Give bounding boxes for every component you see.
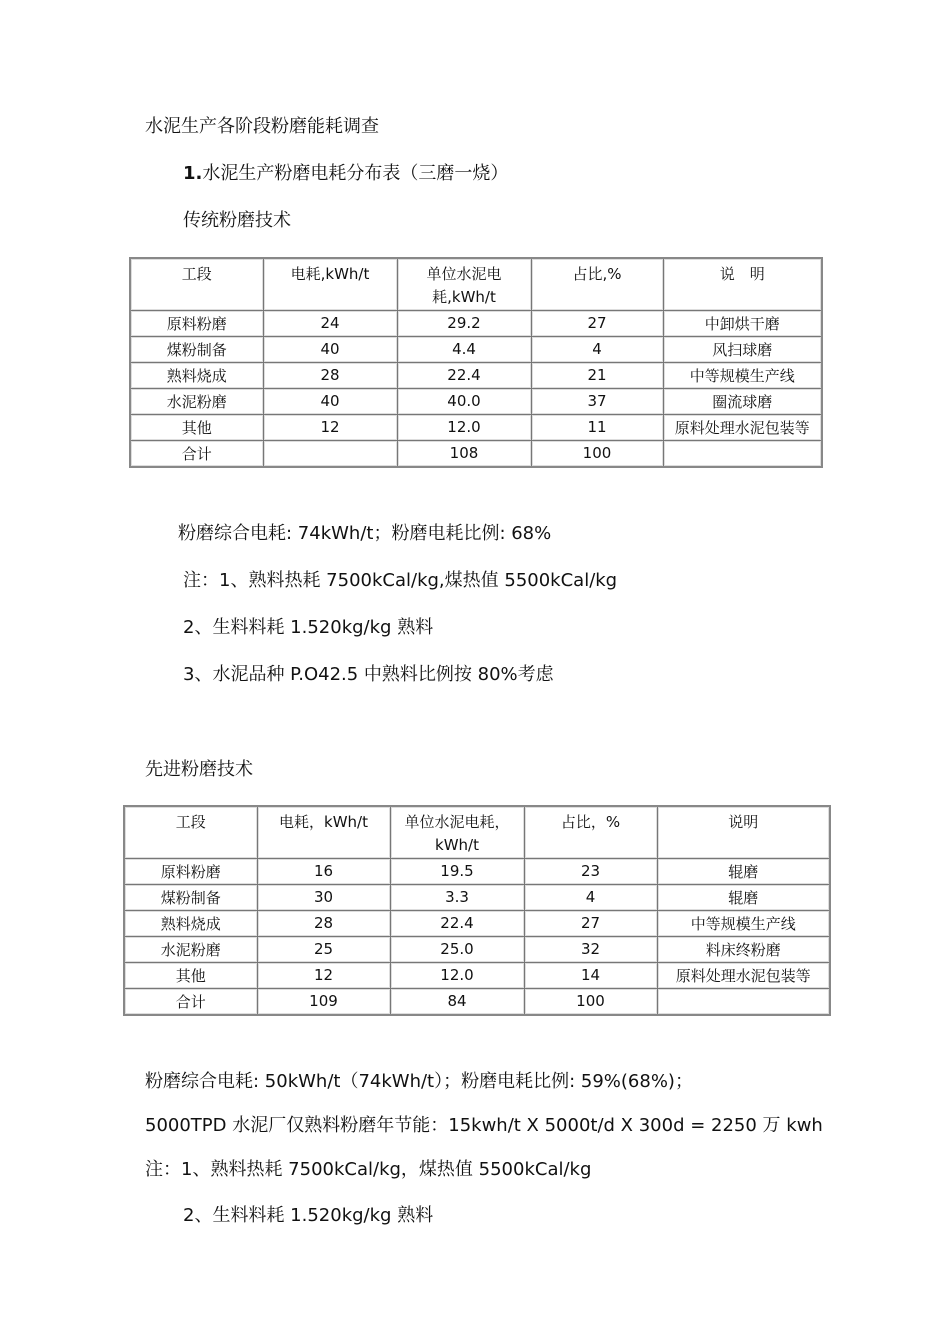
table-row bbox=[130, 414, 822, 440]
table-cell: 原料粉磨 bbox=[124, 858, 257, 884]
table-row bbox=[130, 336, 822, 362]
table-row bbox=[124, 858, 830, 884]
column-header: 单位水泥电耗，kWh/t bbox=[390, 806, 524, 858]
table-cell: 4 bbox=[524, 884, 657, 910]
table-cell: 合计 bbox=[124, 988, 257, 1015]
table-cell: 辊磨 bbox=[657, 884, 830, 910]
table-cell: 煤粉制备 bbox=[130, 336, 263, 362]
column-header: 说明 bbox=[657, 806, 830, 858]
column-header: 占比，% bbox=[524, 806, 657, 858]
table-cell: 27 bbox=[524, 910, 657, 936]
advanced-summary: 粉磨综合电耗: 50kWh/t（74kWh/t）；粉磨电耗比例: 59%(68%)； bbox=[145, 1071, 693, 1092]
section-heading-text: 水泥生产粉磨电耗分布表（三磨一烧） bbox=[202, 163, 509, 184]
table-cell: 4 bbox=[531, 336, 663, 362]
table-cell: 22.4 bbox=[390, 910, 524, 936]
table-cell: 109 bbox=[257, 988, 390, 1015]
table-cell: 32 bbox=[524, 936, 657, 962]
advanced-note-2: 2、生料料耗 1.520kg/kg 熟料 bbox=[183, 1205, 434, 1226]
table-cell: 14 bbox=[524, 962, 657, 988]
table-cell: 熟料烧成 bbox=[124, 910, 257, 936]
table-row bbox=[130, 362, 822, 388]
table-cell: 100 bbox=[531, 440, 663, 467]
table-cell: 25.0 bbox=[390, 936, 524, 962]
column-header: 说 明 bbox=[663, 258, 822, 310]
table-cell: 100 bbox=[524, 988, 657, 1015]
table-row bbox=[130, 310, 822, 336]
table-cell: 22.4 bbox=[397, 362, 531, 388]
table-row bbox=[124, 962, 830, 988]
table-header-row bbox=[124, 806, 830, 858]
table-total-row bbox=[124, 988, 830, 1015]
traditional-summary: 粉磨综合电耗: 74kWh/t；粉磨电耗比例: 68% bbox=[178, 523, 552, 544]
table-cell: 中等规模生产线 bbox=[657, 910, 830, 936]
table-cell: 23 bbox=[524, 858, 657, 884]
table-cell bbox=[663, 440, 822, 467]
traditional-subheading: 传统粉磨技术 bbox=[183, 210, 291, 231]
traditional-energy-table bbox=[129, 257, 823, 468]
table-cell: 其他 bbox=[130, 414, 263, 440]
table-cell bbox=[657, 988, 830, 1015]
section-heading bbox=[183, 162, 508, 186]
table-cell: 16 bbox=[257, 858, 390, 884]
column-header: 工段 bbox=[124, 806, 257, 858]
table-cell: 圈流球磨 bbox=[663, 388, 822, 414]
table-cell: 27 bbox=[531, 310, 663, 336]
table-cell: 原料处理水泥包装等 bbox=[657, 962, 830, 988]
table-cell: 12 bbox=[263, 414, 397, 440]
table-cell: 12.0 bbox=[397, 414, 531, 440]
table-cell bbox=[263, 440, 397, 467]
table-cell: 19.5 bbox=[390, 858, 524, 884]
table-cell: 28 bbox=[263, 362, 397, 388]
table-cell: 原料处理水泥包装等 bbox=[663, 414, 822, 440]
advanced-energy-table bbox=[123, 805, 831, 1016]
table-header-row bbox=[130, 258, 822, 310]
table-cell: 84 bbox=[390, 988, 524, 1015]
table-row bbox=[130, 388, 822, 414]
table-cell: 水泥粉磨 bbox=[130, 388, 263, 414]
table-cell: 中等规模生产线 bbox=[663, 362, 822, 388]
table-total-row bbox=[130, 440, 822, 467]
column-header: 占比,% bbox=[531, 258, 663, 310]
column-header: 电耗，kWh/t bbox=[257, 806, 390, 858]
table-cell: 24 bbox=[263, 310, 397, 336]
table-cell: 辊磨 bbox=[657, 858, 830, 884]
table-cell: 风扫球磨 bbox=[663, 336, 822, 362]
column-header: 工段 bbox=[130, 258, 263, 310]
table-row bbox=[124, 884, 830, 910]
table-cell: 煤粉制备 bbox=[124, 884, 257, 910]
table-cell: 40.0 bbox=[397, 388, 531, 414]
column-header: 电耗,kWh/t bbox=[263, 258, 397, 310]
table-cell: 料床终粉磨 bbox=[657, 936, 830, 962]
advanced-note-1: 注：1、熟料热耗 7500kCal/kg，煤热值 5500kCal/kg bbox=[145, 1159, 592, 1180]
table-cell: 3.3 bbox=[390, 884, 524, 910]
traditional-note-2: 2、生料料耗 1.520kg/kg 熟料 bbox=[183, 617, 434, 638]
table-cell: 40 bbox=[263, 388, 397, 414]
table-cell: 29.2 bbox=[397, 310, 531, 336]
table-cell: 熟料烧成 bbox=[130, 362, 263, 388]
table-cell: 37 bbox=[531, 388, 663, 414]
table-cell: 40 bbox=[263, 336, 397, 362]
traditional-note-3: 3、水泥品种 P.O42.5 中熟料比例按 80%考虑 bbox=[183, 664, 554, 685]
table-cell: 21 bbox=[531, 362, 663, 388]
table-cell: 中卸烘干磨 bbox=[663, 310, 822, 336]
table-row bbox=[124, 936, 830, 962]
table-cell: 原料粉磨 bbox=[130, 310, 263, 336]
table-cell: 12 bbox=[257, 962, 390, 988]
table-cell: 合计 bbox=[130, 440, 263, 467]
table-cell: 其他 bbox=[124, 962, 257, 988]
table-cell: 12.0 bbox=[390, 962, 524, 988]
table-row bbox=[124, 910, 830, 936]
table-cell: 水泥粉磨 bbox=[124, 936, 257, 962]
table-cell: 30 bbox=[257, 884, 390, 910]
table-cell: 25 bbox=[257, 936, 390, 962]
column-header: 单位水泥电耗,kWh/t bbox=[397, 258, 531, 310]
annual-saving-line: 5000TPD 水泥厂仅熟料粉磨年节能：15kwh/t X 5000t/d X 300d = 2250 万 kwh bbox=[145, 1115, 823, 1136]
section-number: 1. bbox=[183, 163, 203, 184]
table-cell: 108 bbox=[397, 440, 531, 467]
table-cell: 4.4 bbox=[397, 336, 531, 362]
document-title: 水泥生产各阶段粉磨能耗调查 bbox=[145, 116, 379, 137]
advanced-subheading: 先进粉磨技术 bbox=[145, 759, 253, 780]
table-cell: 28 bbox=[257, 910, 390, 936]
traditional-note-1: 注：1、熟料热耗 7500kCal/kg,煤热值 5500kCal/kg bbox=[183, 570, 618, 591]
table-cell: 11 bbox=[531, 414, 663, 440]
